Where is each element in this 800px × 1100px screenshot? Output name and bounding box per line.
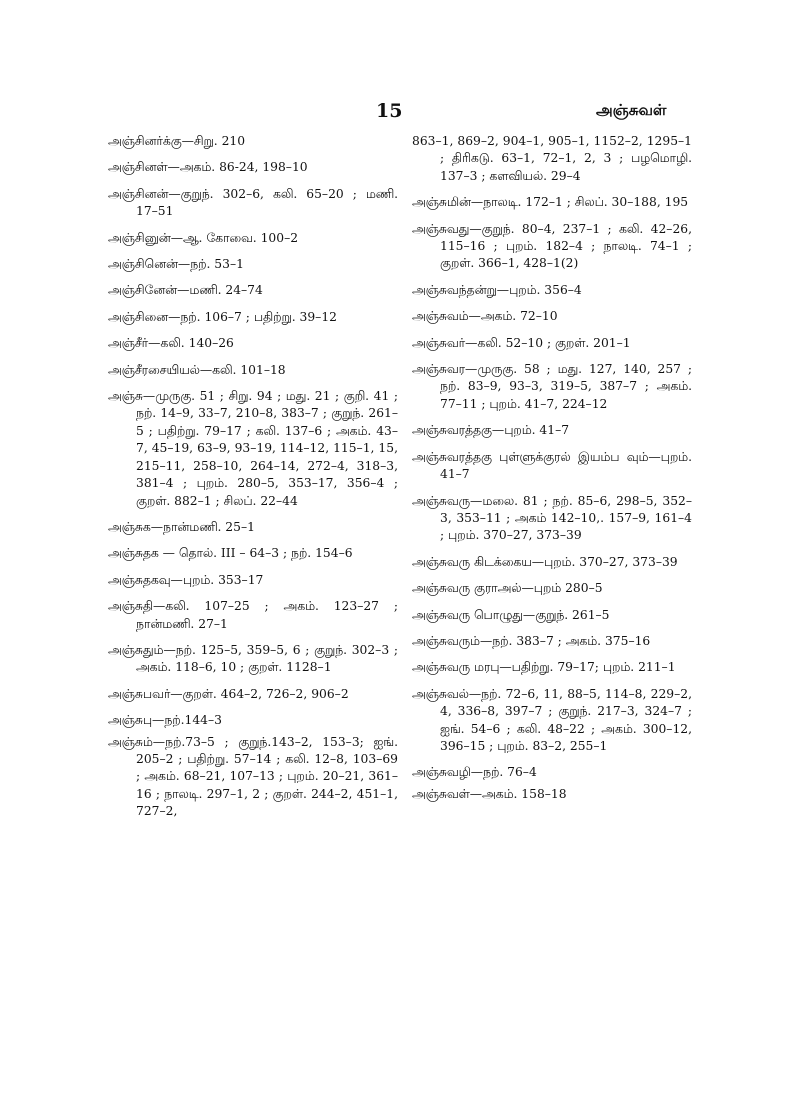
index-entry: அஞ்சுபவர்—குறள். 464–2, 726–2, 906–2 [108, 686, 349, 701]
index-entry: அஞ்சுதகவு—புறம். 353–17 [108, 572, 264, 587]
index-entry: அஞ்சுவள்—அகம். 158–18 [412, 786, 567, 801]
index-entry: அஞ்சுவல்—நற். 72–6, 11, 88–5, 114–8, 229–2, 4, 336–8, 397–7 ; குறுந். 217–3, 324–7 ; ஐங். 54–6 ; கலி. 48–22 ; அகம். 300–12, 396–15 ; புறம். 83–2, 255–1 [412, 686, 692, 753]
index-entry: அஞ்சுவரு கிடக்கைய—புறம். 370–27, 373–39 [412, 554, 678, 569]
index-entry: அஞ்சினேன்—மணி. 24–74 [108, 283, 263, 298]
index-entry: அஞ்சுவரு—மலை. 81 ; நற். 85–6, 298–5, 352–3, 353–11 ; அகம் 142–10,. 157–9, 161–4 ; புறம். 370–27, 373–39 [412, 493, 692, 543]
index-entry: அஞ்சுவது—குறுந். 80–4, 237–1 ; கலி. 42–26, 115–16 ; புறம். 182–4 ; நாலடி. 74–1 ; குறள். 366–1, 428–1(2) [412, 221, 692, 271]
left-column [108, 133, 398, 830]
index-entry: அஞ்சுவரு மரபு—பதிற்று. 79–17; புறம். 211–1 [412, 660, 676, 675]
index-entry: அஞ்சினை—நற். 106–7 ; பதிற்று. 39–12 [108, 309, 337, 324]
index-entry: அஞ்சுவரத்தகு—புறம். 41–7 [412, 423, 570, 438]
index-entry: அஞ்சினள்—அகம். 86-24, 198–10 [108, 160, 308, 175]
index-entry: அஞ்சினென்—நற். 53–1 [108, 257, 244, 272]
index-entry: அஞ்சுவந்தன்று—புறம். 356–4 [412, 282, 582, 297]
index-entry: அஞ்சு—முருகு. 51 ; சிறு. 94 ; மது. 21 ; குறி. 41 ; நற். 14–9, 33–7, 210–8, 383–7 ; குறுந். 261–5 ; பதிற்று. 79–17 ; கலி. 137–6 ; அகம். 43–7, 45–19, 63–9, 93–19, 114–12, 115–1, 15, 215–11, 258–10, 264–14, 272–4, 318–3, 381–4 ; புறம். 280–5, 353–17, 356–4 ; குறள். 882–1 ; சிலப். 22–44 [108, 389, 398, 508]
index-entry: அஞ்சீரசையியல்—கலி. 101–18 [108, 362, 286, 377]
index-entry: அஞ்சும்—நற்.73–5 ; குறுந்.143–2, 153–3; ஐங். 205–2 ; பதிற்று. 57–14 ; கலி. 12–8, 103–69 ; அகம். 68–21, 107–13 ; புறம். 20–21, 361–16 ; நாலடி. 297–1, 2 ; குறள். 244–2, 451–1, 727–2, [108, 734, 398, 819]
index-entry: அஞ்சினன்—குறுந். 302–6, கலி. 65–20 ; மணி. 17–51 [108, 186, 398, 219]
index-entry-continuation: 863–1, 869–2, 904–1, 905–1, 1152–2, 1295–1 ; திரிகடு. 63–1, 72–1, 2, 3 ; பழமொழி. 137–3 ; களவியல். 29–4 [412, 134, 692, 183]
running-head: அஞ்சுவள் [596, 101, 667, 119]
index-entry: அஞ்சுவழி—நற். 76–4 [412, 765, 537, 780]
page-number: 15 [376, 100, 403, 122]
index-entry: அஞ்சுவரு குராஅல்—புறம் 280–5 [412, 581, 603, 596]
index-entry: அஞ்சினுன்—ஆ. கோவை. 100–2 [108, 230, 299, 245]
right-column [412, 133, 692, 812]
index-entry: அஞ்சுவர—முருகு. 58 ; மது. 127, 140, 257 ; நற். 83–9, 93–3, 319–5, 387–7 ; அகம். 77–11 ; புறம். 41–7, 224–12 [412, 362, 692, 411]
index-entry: அஞ்சுவரும்—நற். 383–7 ; அகம். 375–16 [412, 633, 651, 648]
index-entry: அஞ்சுதக — தொல். III – 64–3 ; நற். 154–6 [108, 546, 353, 561]
index-entry: அஞ்சுவம்—அகம். 72–10 [412, 309, 558, 324]
index-entry: அஞ்சுவரத்தகு புள்ளுக்குரல் இயம்ப வும்—புறம். 41–7 [412, 449, 692, 482]
index-entry: அஞ்சுதும்—நற். 125–5, 359–5, 6 ; குறுந். 302–3 ; அகம். 118–6, 10 ; குறள். 1128–1 [108, 642, 398, 675]
index-entry: அஞ்சீர்—கலி. 140–26 [108, 336, 234, 351]
index-entry: அஞ்சினர்க்கு—சிறு. 210 [108, 134, 246, 148]
index-entry: அஞ்சுவரு பொழுது—குறுந். 261–5 [412, 607, 610, 622]
index-entry: அஞ்சுபு—நற்.144–3 [108, 713, 222, 728]
index-entry: அஞ்சுக—நான்மணி. 25–1 [108, 519, 255, 534]
index-entry: அஞ்சுதி—கலி. 107–25 ; அகம். 123–27 ; நான்மணி. 27–1 [108, 599, 398, 631]
index-entry: அஞ்சுவர்—கலி. 52–10 ; குறள். 201–1 [412, 335, 631, 350]
index-entry: அஞ்சுமின்—நாலடி. 172–1 ; சிலப். 30–188, 195 [412, 195, 689, 210]
